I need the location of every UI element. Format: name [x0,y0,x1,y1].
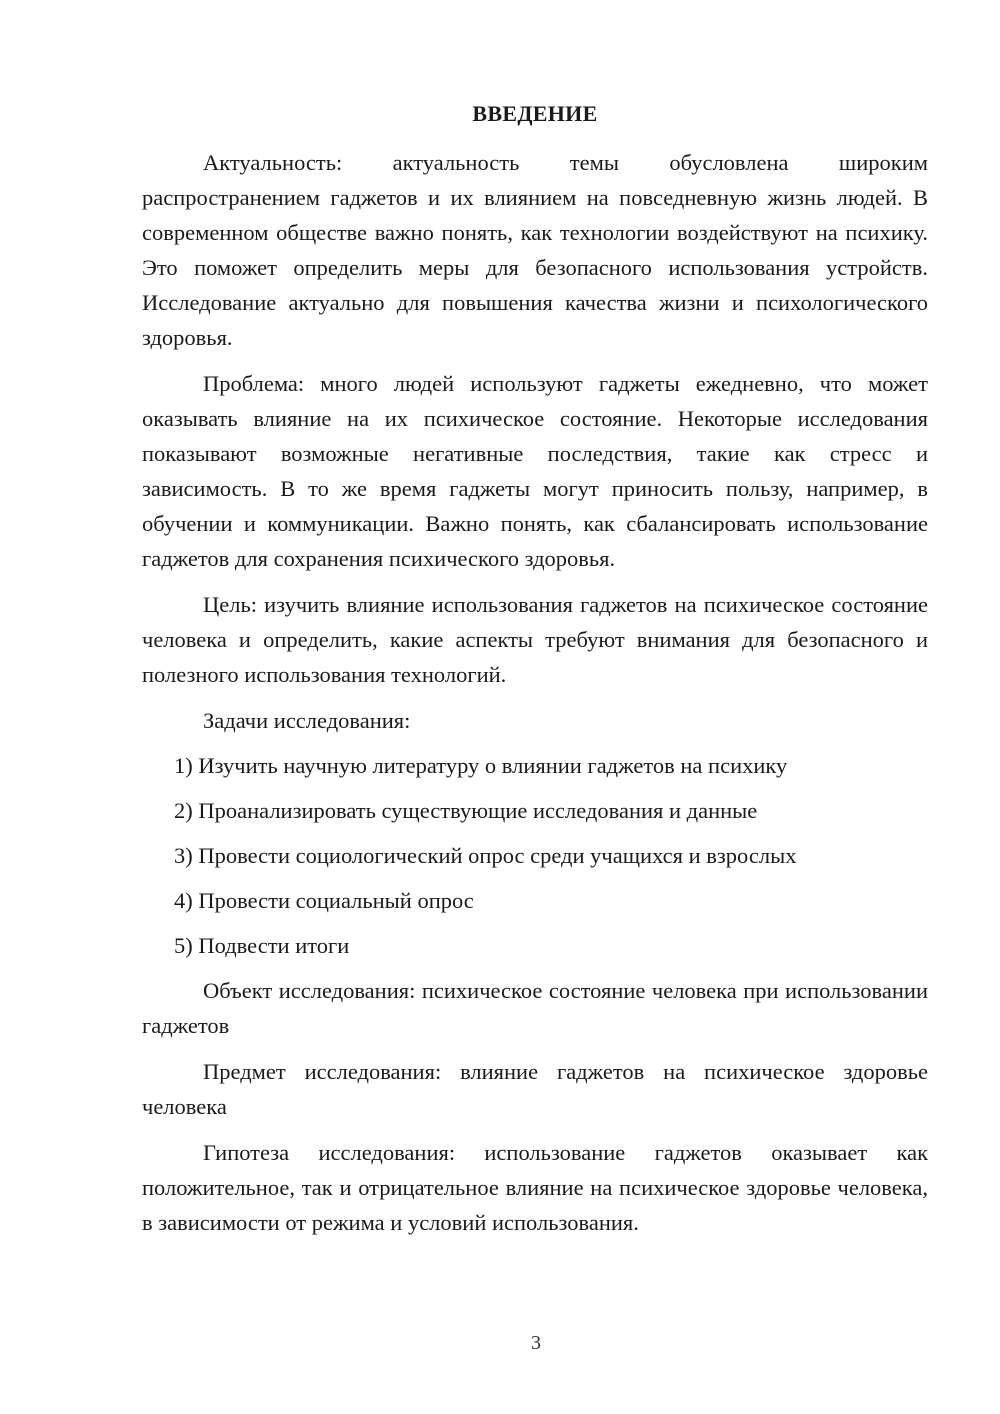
task-item: 4) Провести социальный опрос [174,888,474,913]
tasks-heading: Задачи исследования: [203,708,411,733]
hypothesis-paragraph: Гипотеза исследования: использование гаджетов оказывает как положительное, так и отрицательное влияние на психическое здоровье человека, в зависимости от режима и условий использования. [142,1140,928,1235]
subject-paragraph: Предмет исследования: влияние гаджетов на психическое здоровье человека [142,1059,928,1119]
page-number: 3 [531,1332,541,1354]
task-item: 2) Проанализировать существующие исследования и данные [174,798,758,823]
page-title: ВВЕДЕНИЕ [472,101,598,126]
task-item: 3) Провести социологический опрос среди учащихся и взрослых [174,843,797,868]
relevance-paragraph: Актуальность: актуальность темы обусловлена широким распространением гаджетов и их влиянием на повседневную жизнь людей. В современном обществе важно понять, как технологии воздействуют на психику. Это поможет определить меры для безопасного использования устройств. Исследование актуально для повышения качества жизни и психологического здоровья. [142,150,928,350]
problem-paragraph: Проблема: много людей используют гаджеты ежедневно, что может оказывать влияние на их психическое состояние. Некоторые исследования показывают возможные негативные последствия, такие как стресс и зависимость. В то же время гаджеты могут приносить пользу, например, в обучении и коммуникации. Важно понять, как сбалансировать использование гаджетов для сохранения психического здоровья. [142,371,928,571]
task-list [142,748,928,963]
object-paragraph: Объект исследования: психическое состояние человека при использовании гаджетов [142,978,928,1038]
document-page [142,96,928,1251]
task-item: 1) Изучить научную литературу о влиянии гаджетов на психику [174,753,788,778]
task-item: 5) Подвести итоги [174,933,350,958]
goal-paragraph: Цель: изучить влияние использования гаджетов на психическое состояние человека и определить, какие аспекты требуют внимания для безопасного и полезного использования технологий. [142,592,928,687]
